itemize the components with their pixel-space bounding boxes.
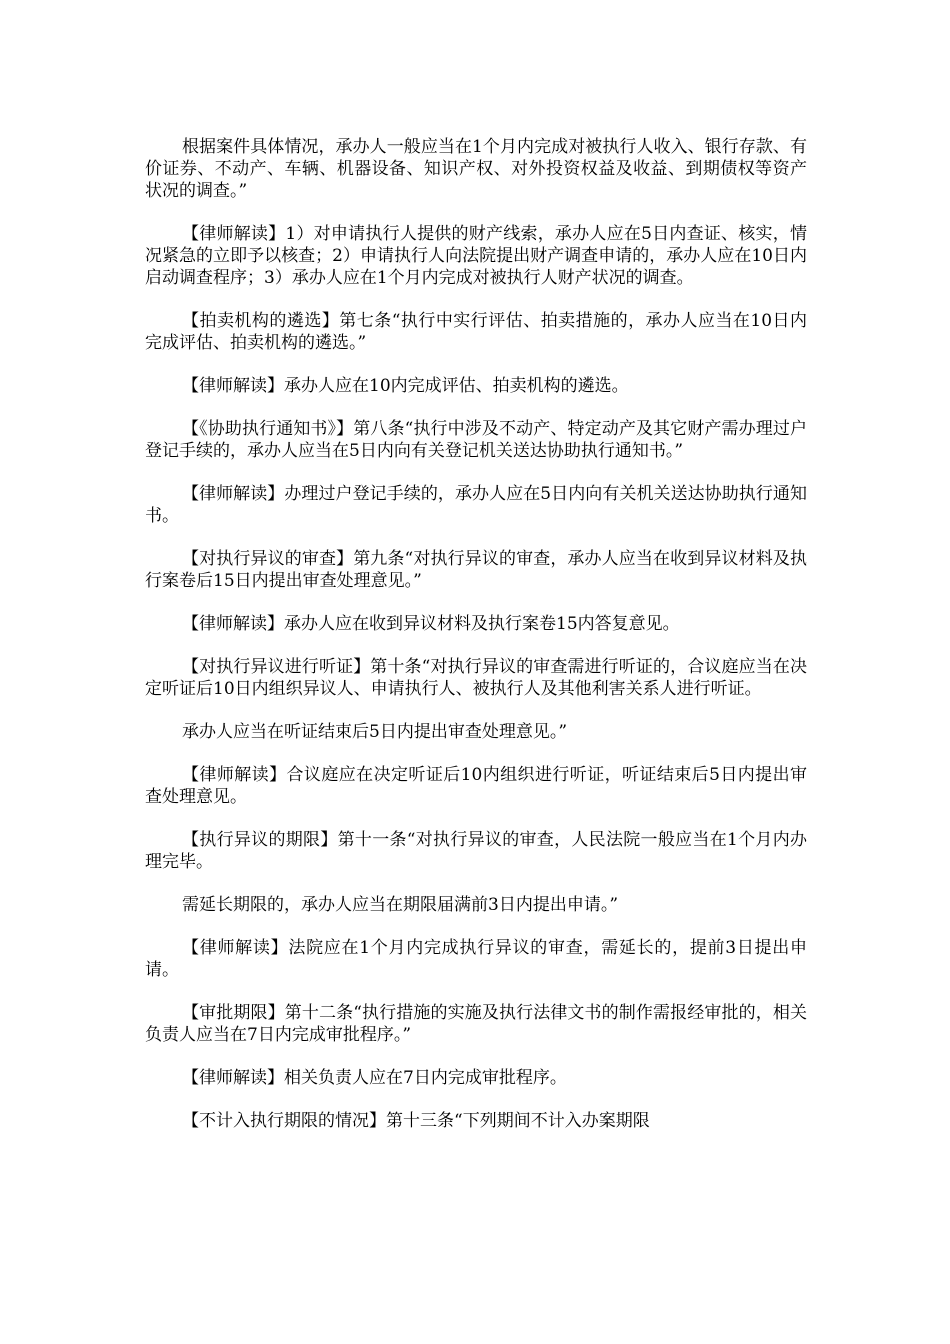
paragraph-excluded-periods: 【不计入执行期限的情况】第十三条“下列期间不计入办案期限 bbox=[182, 1111, 650, 1131]
document-body bbox=[145, 136, 807, 1153]
paragraph-hearing-opinion: 承办人应当在听证结束后5日内提出审查处理意见。” bbox=[182, 722, 568, 742]
paragraph-lawyer-interpretation-3: 【律师解读】办理过户登记手续的，承办人应在5日内向有关机关送达协助执行通知书。 bbox=[145, 484, 807, 526]
paragraph-objection-time-limit: 【执行异议的期限】第十一条“对执行异议的审查，人民法院一般应当在1个月内办理完毕。 bbox=[145, 830, 807, 872]
paragraph-objection-hearing: 【对执行异议进行听证】第十条“对执行异议的审查需进行听证的，合议庭应当在决定听证后10日内组织异议人、申请执行人、被执行人及其他利害关系人进行听证。 bbox=[145, 657, 807, 699]
paragraph-lawyer-interpretation-5: 【律师解读】合议庭应在决定听证后10内组织进行听证，听证结束后5日内提出审查处理意见。 bbox=[145, 765, 807, 807]
paragraph-lawyer-interpretation-6: 【律师解读】法院应在1个月内完成执行异议的审查，需延长的，提前3日提出申请。 bbox=[145, 938, 807, 980]
paragraph-property-investigation-period: 根据案件具体情况，承办人一般应当在1个月内完成对被执行人收入、银行存款、有价证券、不动产、车辆、机器设备、知识产权、对外投资权益及收益、到期债权等资产状况的调查。” bbox=[145, 137, 807, 201]
paragraph-extension-request: 需延长期限的，承办人应当在期限届满前3日内提出申请。” bbox=[182, 895, 619, 915]
paragraph-lawyer-interpretation-4: 【律师解读】承办人应在收到异议材料及执行案卷15内答复意见。 bbox=[182, 614, 680, 634]
paragraph-assistance-notice: 【《协助执行通知书》】第八条“执行中涉及不动产、特定动产及其它财产需办理过户登记手续的，承办人应当在5日内向有关登记机关送达协助执行通知书。” bbox=[145, 419, 807, 461]
paragraph-lawyer-interpretation-7: 【律师解读】相关负责人应在7日内完成审批程序。 bbox=[182, 1068, 567, 1088]
paragraph-lawyer-interpretation-1: 【律师解读】1）对申请执行人提供的财产线索，承办人应在5日内查证、核实，情况紧急的立即予以核查；2）申请执行人向法院提出财产调查申请的，承办人应在10日内启动调查程序；3）承办人应在1个月内完成对被执行人财产状况的调查。 bbox=[145, 224, 807, 288]
paragraph-approval-period: 【审批期限】第十二条“执行措施的实施及执行法律文书的制作需报经审批的，相关负责人应当在7日内完成审批程序。” bbox=[145, 1003, 807, 1045]
paragraph-lawyer-interpretation-2: 【律师解读】承办人应在10内完成评估、拍卖机构的遴选。 bbox=[182, 376, 629, 396]
paragraph-objection-review: 【对执行异议的审查】第九条“对执行异议的审查，承办人应当在收到异议材料及执行案卷后15日内提出审查处理意见。” bbox=[145, 549, 807, 591]
paragraph-auction-agency-selection: 【拍卖机构的遴选】第七条“执行中实行评估、拍卖措施的，承办人应当在10日内完成评估、拍卖机构的遴选。” bbox=[145, 311, 807, 353]
